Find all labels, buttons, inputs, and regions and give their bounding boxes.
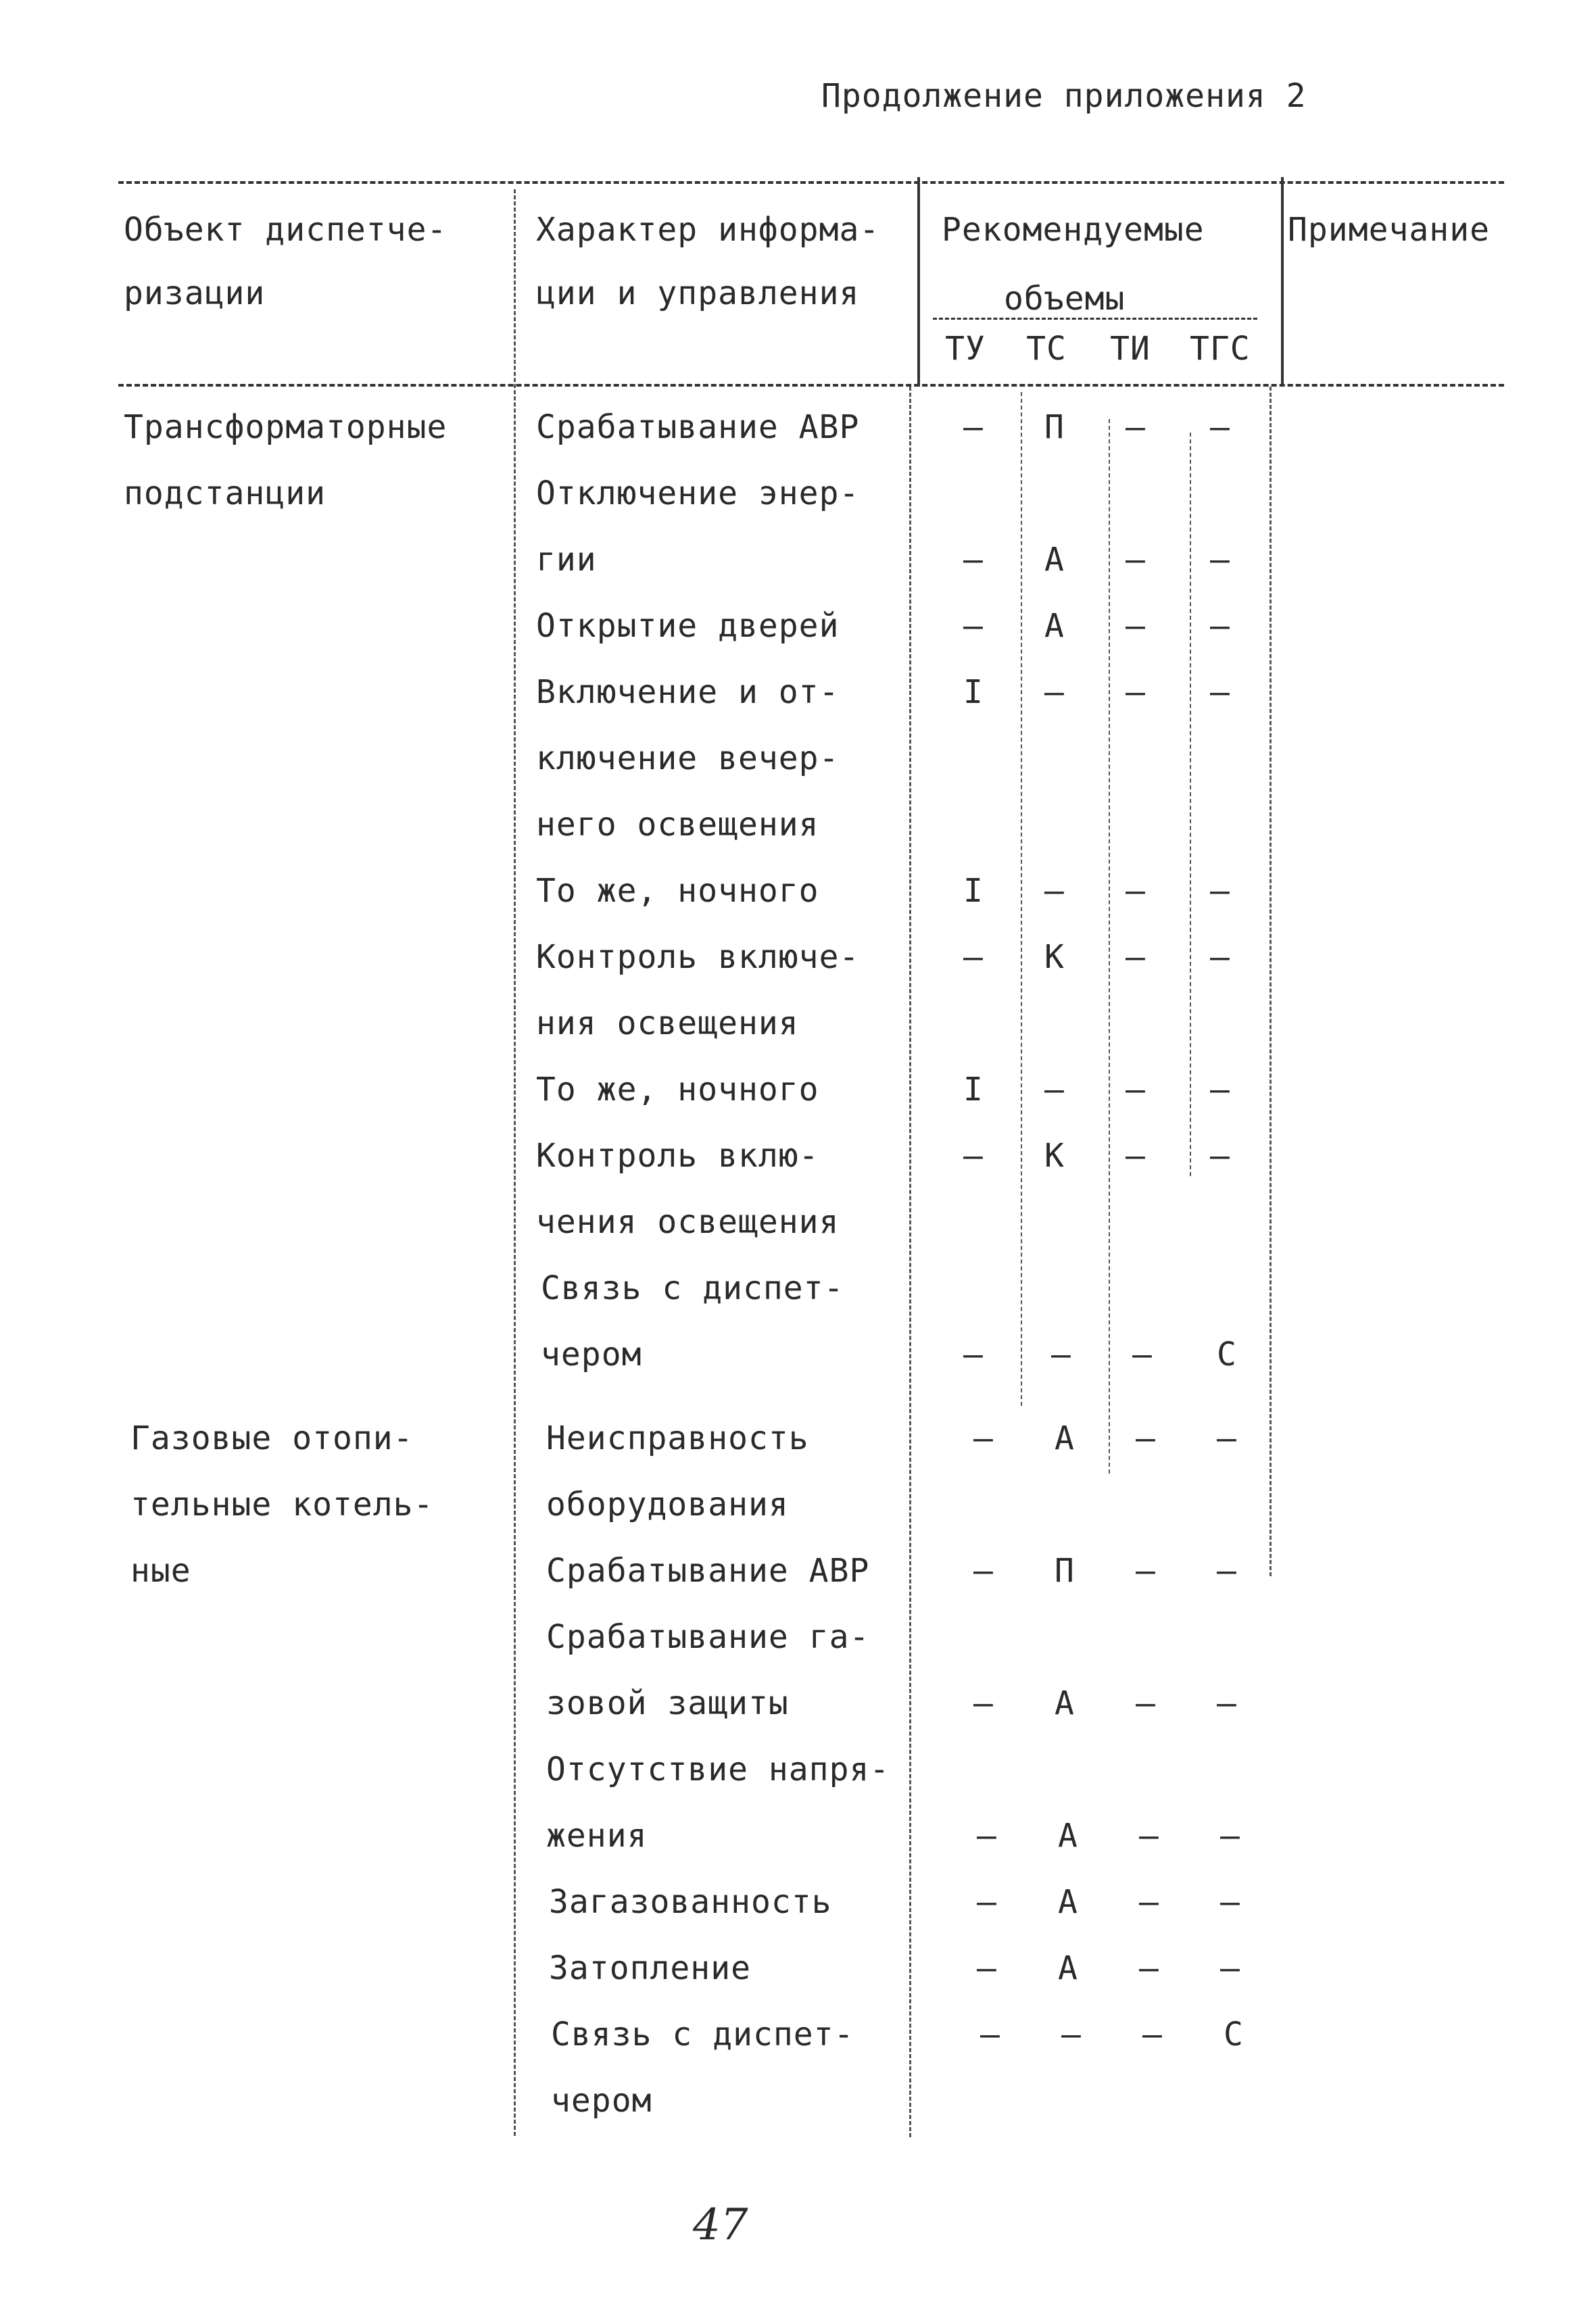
info-line: чения освещения [536, 1203, 840, 1241]
header-object-line2: ризации [124, 274, 266, 312]
cell-tgs: С [1217, 1336, 1237, 1373]
cell-tc: А [1044, 541, 1065, 579]
cell-tc: – [1051, 1336, 1071, 1373]
column-divider-2-body [909, 387, 911, 2137]
info-line: Неисправность [546, 1419, 809, 1457]
cell-tc: А [1058, 1883, 1078, 1921]
cell-tc: – [1061, 2016, 1082, 2053]
cell-tc: – [1044, 872, 1065, 910]
cell-tu: – [963, 938, 984, 976]
column-divider-2 [917, 177, 920, 387]
info-line: То же, ночного [536, 1071, 819, 1108]
cell-tu: I [963, 673, 984, 711]
cell-tc: А [1055, 1684, 1075, 1722]
cell-ti: – [1126, 872, 1146, 910]
table-header-rule [118, 384, 1504, 387]
cell-tc: А [1044, 607, 1065, 645]
cell-tu: – [977, 1883, 997, 1921]
cell-tgs: С [1224, 2016, 1244, 2053]
cell-tgs: – [1220, 1883, 1240, 1921]
cell-tc: – [1044, 1071, 1065, 1108]
header-tc: ТС [1026, 330, 1067, 368]
cell-tu: – [963, 541, 984, 579]
cell-tgs: – [1210, 1137, 1230, 1175]
info-line: ключение вечер- [536, 739, 840, 777]
cell-tgs: – [1217, 1419, 1237, 1457]
info-line: Связь с диспет- [551, 2016, 854, 2053]
info-line: чером [541, 1336, 642, 1373]
info-line: оборудования [546, 1486, 789, 1524]
continuation-title: Продолжение приложения 2 [821, 77, 1307, 115]
cell-tc: К [1044, 938, 1065, 976]
header-info-line1: Характер информа- [536, 211, 880, 249]
tc-column-divider [1021, 392, 1022, 1406]
cell-tu: – [980, 2016, 1000, 2053]
cell-tgs: – [1220, 1817, 1240, 1855]
cell-ti: – [1126, 1137, 1146, 1175]
cell-ti: – [1126, 1071, 1146, 1108]
cell-ti: – [1142, 2016, 1163, 2053]
cell-tc: К [1044, 1137, 1065, 1175]
cell-tu: – [963, 408, 984, 446]
cell-tu: – [973, 1552, 994, 1590]
info-line: ния освещения [536, 1004, 799, 1042]
object-name-line: тельные котель- [130, 1486, 434, 1524]
cell-ti: – [1136, 1552, 1156, 1590]
cell-tgs: – [1210, 408, 1230, 446]
info-line: него освещения [536, 806, 819, 844]
cell-tgs: – [1210, 607, 1230, 645]
info-line: зовой защиты [546, 1684, 789, 1722]
cell-tc: А [1058, 1817, 1078, 1855]
page-number: 47 [693, 2200, 748, 2250]
cell-tu: – [963, 1336, 984, 1373]
cell-tu: I [963, 872, 984, 910]
header-tu: ТУ [945, 330, 986, 368]
info-line: Загазованность [549, 1883, 832, 1921]
header-info-line2: ции и управления [536, 274, 860, 312]
info-line: Отсутствие напря- [546, 1751, 890, 1788]
cell-tgs: – [1210, 872, 1230, 910]
info-line: Отключение энер- [536, 474, 860, 512]
cell-tu: – [973, 1419, 994, 1457]
object-name-line: подстанции [124, 474, 326, 512]
cell-tu: – [977, 1817, 997, 1855]
cell-tc: – [1044, 673, 1065, 711]
cell-tgs: – [1210, 938, 1230, 976]
cell-tu: – [963, 1137, 984, 1175]
cell-tu: – [973, 1684, 994, 1722]
cell-ti: – [1139, 1883, 1159, 1921]
cell-tgs: – [1220, 1949, 1240, 1987]
column-divider-1 [514, 189, 516, 2136]
cell-tc: П [1044, 408, 1065, 446]
column-divider-3-body [1269, 387, 1272, 1576]
info-line: Включение и от- [536, 673, 840, 711]
column-divider-3 [1281, 177, 1284, 387]
cell-ti: – [1132, 1336, 1153, 1373]
header-volumes-line2: объемы [1004, 280, 1126, 318]
header-note: Примечание [1288, 211, 1490, 249]
object-name-line: Трансформаторные [124, 408, 448, 446]
info-line: То же, ночного [536, 872, 819, 910]
cell-ti: – [1126, 938, 1146, 976]
cell-ti: – [1139, 1949, 1159, 1987]
cell-tgs: – [1217, 1684, 1237, 1722]
info-line: Открытие дверей [536, 607, 840, 645]
object-name-line: ные [130, 1552, 191, 1590]
object-name-line: Газовые отопи- [130, 1419, 414, 1457]
cell-ti: – [1126, 607, 1146, 645]
cell-tgs: – [1210, 1071, 1230, 1108]
cell-tu: – [977, 1949, 997, 1987]
cell-tgs: – [1210, 673, 1230, 711]
cell-ti: – [1126, 408, 1146, 446]
cell-tu: – [963, 607, 984, 645]
header-ti: ТИ [1110, 330, 1151, 368]
cell-ti: – [1136, 1684, 1156, 1722]
info-line: Срабатывание АВР [546, 1552, 870, 1590]
info-line: Контроль вклю- [536, 1137, 819, 1175]
cell-tgs: – [1210, 541, 1230, 579]
table-top-rule [118, 181, 1504, 184]
info-line: Затопление [549, 1949, 751, 1987]
info-line: гии [536, 541, 597, 579]
info-line: Контроль включе- [536, 938, 860, 976]
info-line: Срабатывание АВР [536, 408, 860, 446]
cell-tu: I [963, 1071, 984, 1108]
info-line: чером [551, 2082, 652, 2120]
info-line: жения [546, 1817, 648, 1855]
header-object-line1: Объект диспетче- [124, 211, 448, 249]
header-tgs: ТГС [1190, 330, 1251, 368]
cell-ti: – [1139, 1817, 1159, 1855]
cell-ti: – [1126, 541, 1146, 579]
cell-ti: – [1136, 1419, 1156, 1457]
cell-tc: А [1058, 1949, 1078, 1987]
cell-tc: П [1055, 1552, 1075, 1590]
cell-ti: – [1126, 673, 1146, 711]
tgs-column-divider [1190, 433, 1191, 1176]
header-volumes-line1: Рекомендуемые [942, 211, 1205, 249]
info-line: Связь с диспет- [541, 1269, 844, 1307]
cell-tgs: – [1217, 1552, 1237, 1590]
cell-tc: А [1055, 1419, 1075, 1457]
info-line: Срабатывание га- [546, 1618, 870, 1656]
